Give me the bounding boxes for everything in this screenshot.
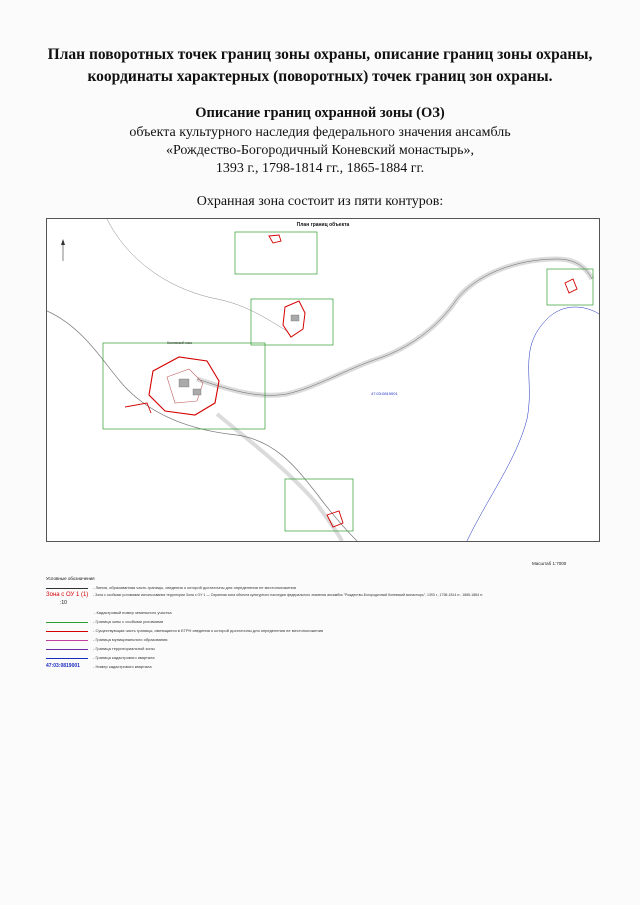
road-line [197, 259, 592, 395]
road-strip [197, 259, 592, 395]
description-body [0, 124, 640, 178]
contour-frame-5 [547, 269, 593, 305]
legend-text: - Кадастровый номер земельного участка [94, 610, 172, 615]
legend-text: - Линия, образованная часть границы, сведения о которой достаточны для определения ее местоположения [93, 585, 296, 590]
building [179, 379, 189, 387]
building [291, 315, 299, 321]
north-arrow-icon [61, 239, 65, 261]
legend-row-zone-boundary [46, 618, 616, 627]
page-heading-line2: координаты характерных (поворотных) точек границ зон охраны. [87, 68, 553, 85]
page-heading-line1: План поворотных точек границ зоны охраны, описание границ зоны охраны, [47, 46, 593, 63]
legend-row-quarter-boundary [46, 654, 616, 663]
quarter-boundary [467, 307, 599, 541]
legend-quarter-number-symbol: 47:03:0819001 [46, 663, 80, 669]
legend-title: Условные обозначения [46, 576, 95, 581]
legend-text: - Граница территориальной зоны [93, 646, 155, 651]
contour-frame-2 [251, 299, 333, 345]
legend-text: - Граница зоны с особыми условиями [93, 619, 164, 624]
legend-symbol-blue-line [46, 658, 88, 659]
legend-row-existing-boundary [46, 627, 616, 636]
legend-text: - Номер кадастрового квартала [93, 664, 152, 669]
boundary-map [46, 218, 600, 542]
contours-text: Охранная зона состоит из пяти контуров: [196, 194, 444, 209]
legend-text: - Граница муниципального образования [93, 637, 168, 642]
shoreline-north [107, 219, 287, 331]
legend-symbol-green-line [46, 622, 88, 623]
legend-row-parcel-number [46, 609, 616, 618]
zone-contour-3-edge [125, 403, 151, 413]
legend-row-municipal-boundary [46, 636, 616, 645]
contour-frame-1 [235, 232, 317, 274]
legend-text: - Граница кадастрового квартала [93, 655, 155, 660]
legend-symbol-red-line [46, 631, 88, 632]
description-title: Описание границ охранной зоны (ОЗ) [195, 105, 445, 121]
legend-symbol-purple-line [46, 649, 88, 650]
legend-row-section-line [46, 584, 616, 593]
legend-symbol-magenta-line [46, 640, 88, 641]
shoreline [47, 311, 357, 541]
map-scale: Масштаб 1:7000 [532, 561, 567, 566]
zone-contour-5 [565, 279, 577, 293]
description-line3: 1393 г., 1798-1814 гг., 1865-1884 гг. [215, 161, 425, 176]
legend-text: - Существующая часть границы, имеющиеся в ЕГРН сведения о которой достаточны для определения ее местоположения [93, 628, 324, 633]
legend-row-territorial-zone [46, 645, 616, 654]
legend-row-zone [46, 593, 616, 609]
legend-row-quarter-number [46, 663, 616, 672]
road-south [217, 414, 342, 541]
place-label: Коневский мыс [167, 341, 193, 345]
legend-zone-symbol: Зона с ОУ 1 (1) [46, 592, 89, 598]
building [193, 389, 201, 395]
legend-zone-point-number: :10 [60, 600, 67, 606]
map-drawing [47, 219, 599, 541]
zone-contour-1 [269, 235, 281, 243]
legend-text: - Зона с особыми условиями использования территории Зона с ОУ 1 — Охранная зона объекта культурного наследия федерального значения ансамбль "Рождество-Богородичный Коневский монастырь", 1393 г., 1798-1814 гг., 1865-1884 гг. [93, 593, 484, 597]
description-line2: «Рождество-Богородичный Коневский монастырь», [165, 143, 475, 158]
map-title: План границ объекта [296, 222, 350, 228]
description-line1: объекта культурного наследия федерального значения ансамбль [129, 125, 511, 140]
legend-symbol-line [46, 588, 88, 589]
parcel-number-label: 47:03:0819001 [371, 391, 398, 396]
page-heading [30, 44, 610, 88]
